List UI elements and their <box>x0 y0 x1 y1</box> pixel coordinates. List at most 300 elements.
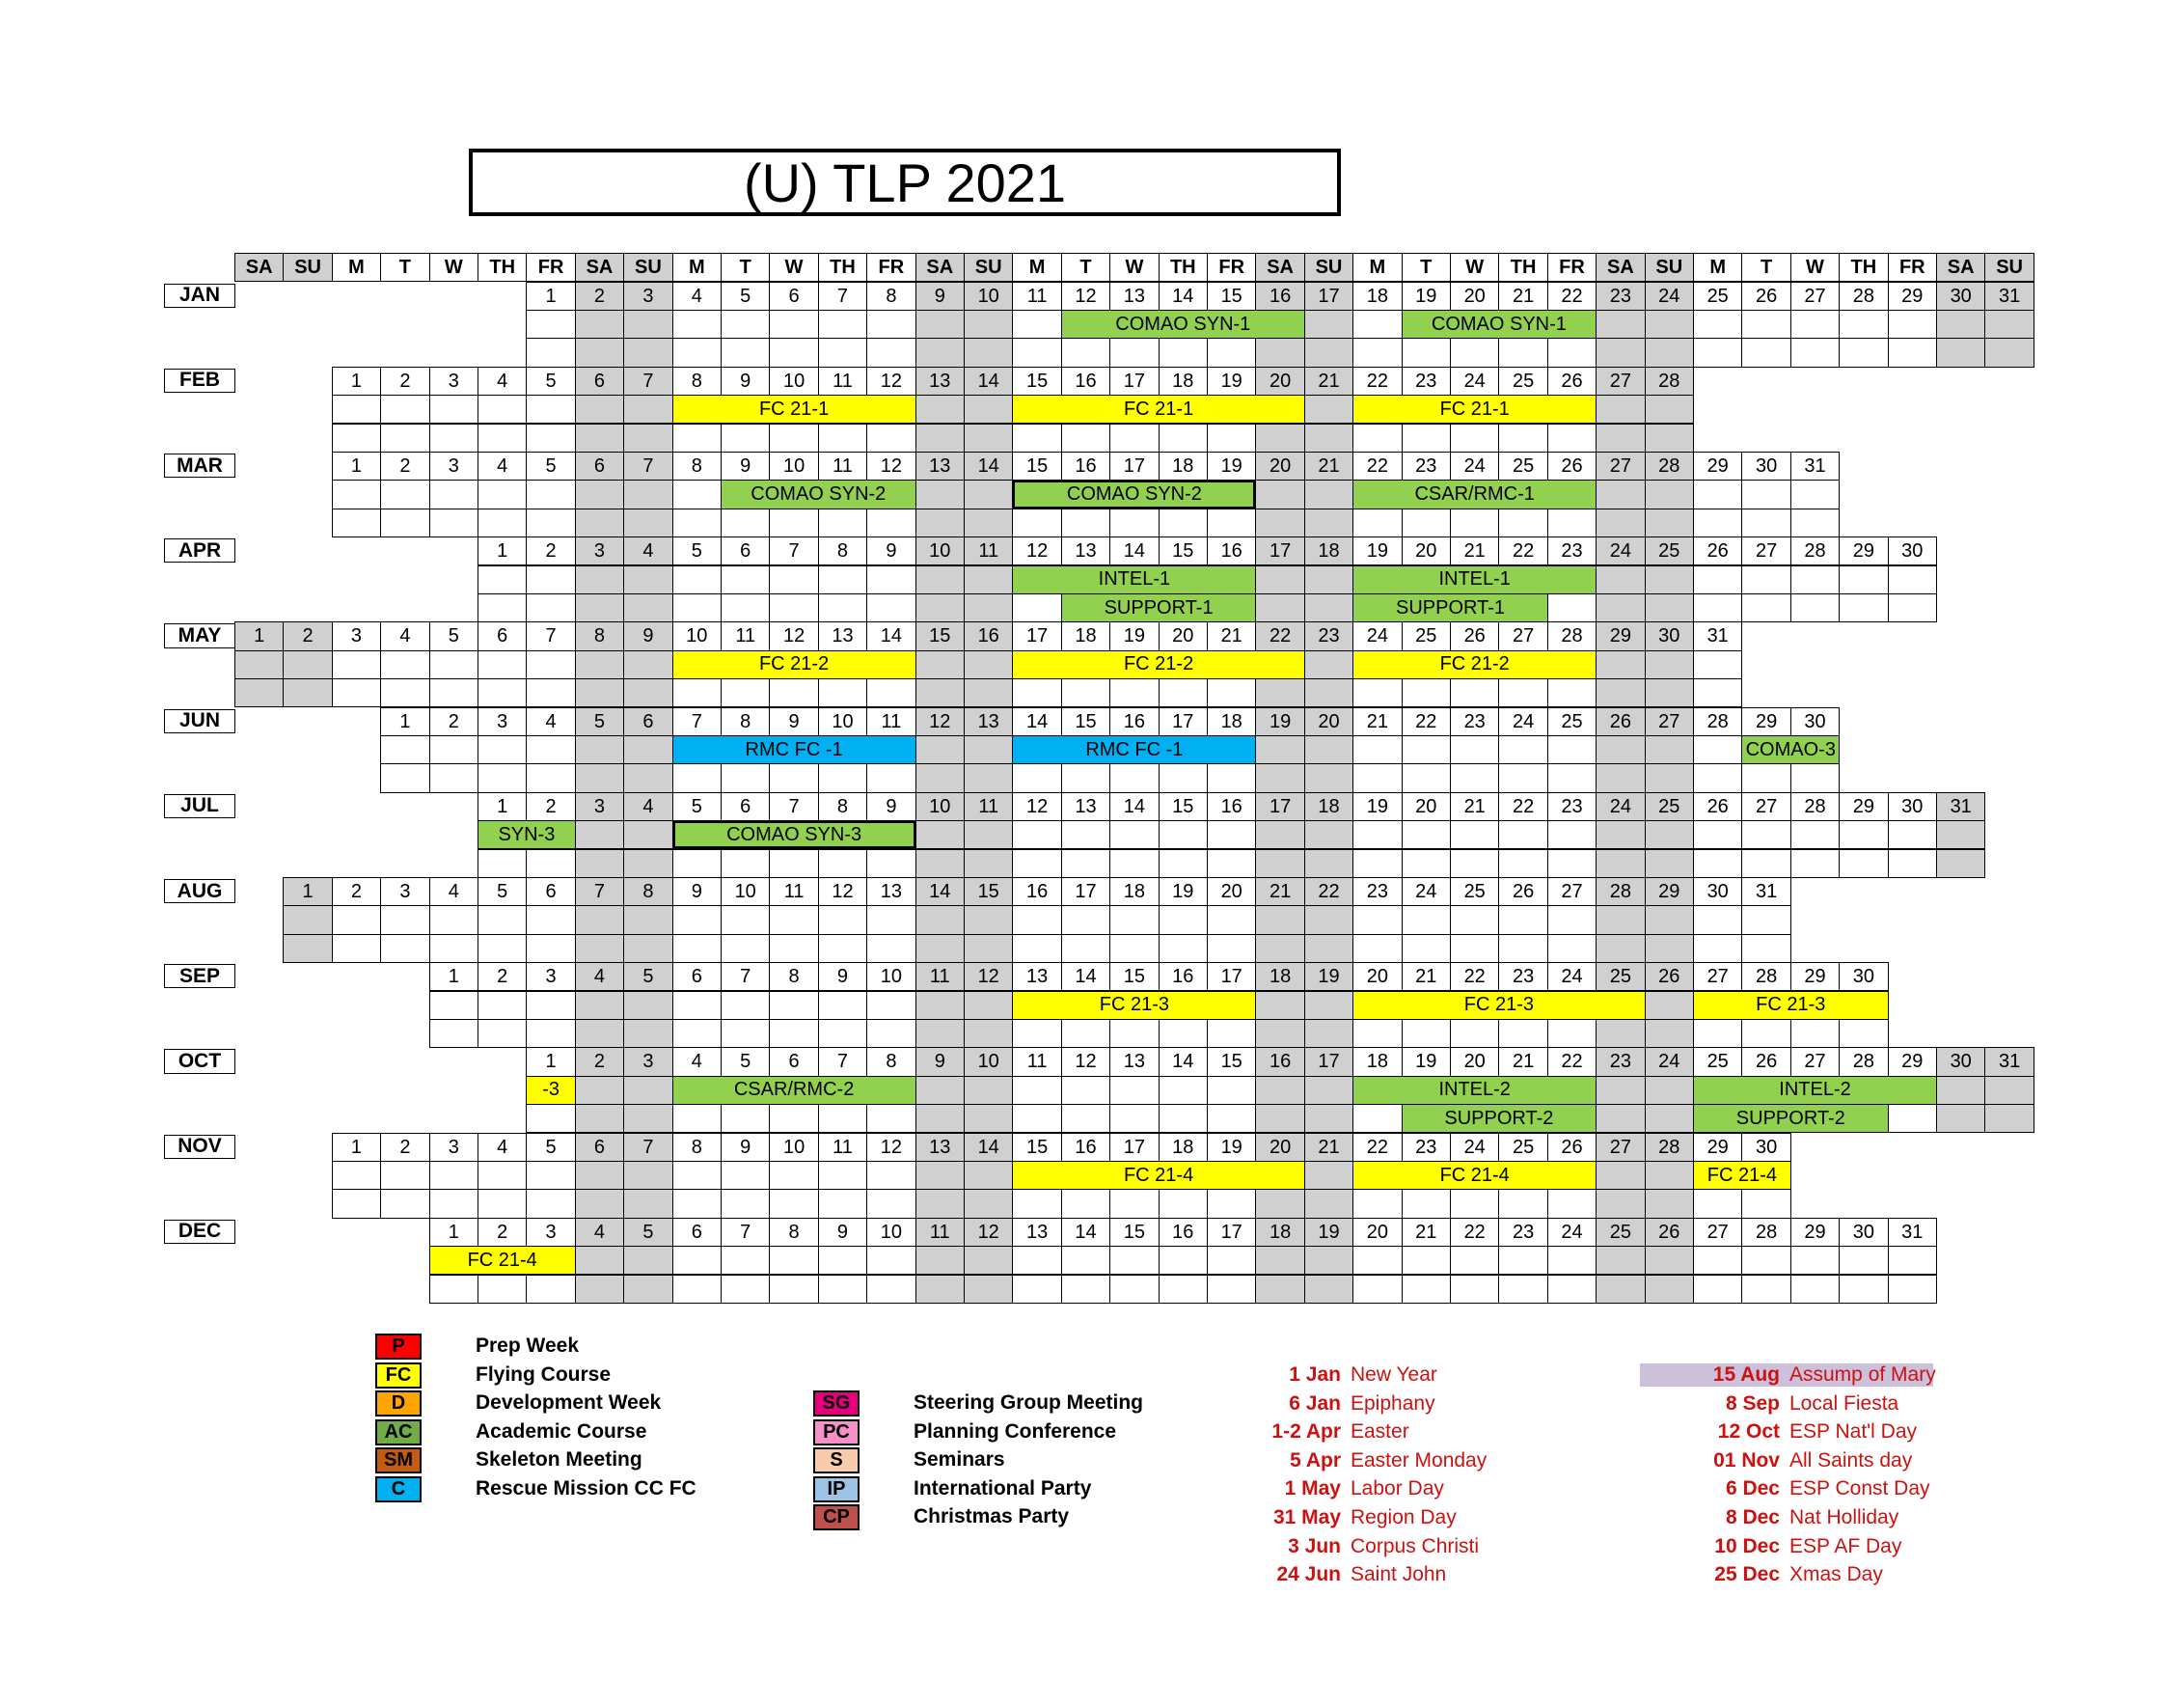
day-cell: 9 <box>915 282 965 311</box>
day-cell: 9 <box>866 792 915 821</box>
day-cell: 21 <box>1304 452 1353 481</box>
schedule-cell <box>818 1161 867 1190</box>
day-cell: 5 <box>526 452 575 481</box>
schedule-cell <box>1402 849 1451 878</box>
schedule-cell <box>623 593 672 622</box>
day-cell: 29 <box>1741 707 1790 736</box>
schedule-cell <box>1255 480 1304 509</box>
schedule-cell <box>575 1275 624 1304</box>
holiday-name: Xmas Day <box>1789 1563 1883 1586</box>
weekday-header: T <box>380 253 429 282</box>
day-cell: 13 <box>1012 962 1061 991</box>
day-cell: 4 <box>478 367 527 396</box>
schedule-cell <box>1109 1104 1159 1133</box>
schedule-cell <box>866 338 915 367</box>
schedule-cell <box>1645 310 1694 339</box>
schedule-cell <box>1061 1275 1110 1304</box>
schedule-cell <box>964 1161 1013 1190</box>
legend-label: Academic Course <box>476 1419 647 1443</box>
day-cell: 25 <box>1498 1133 1547 1162</box>
holiday-date: 12 Oct <box>1717 1420 1780 1444</box>
schedule-cell <box>575 338 624 367</box>
weekday-header: SU <box>623 253 672 282</box>
schedule-cell <box>1596 905 1645 934</box>
event-bar: FC 21-3 <box>1352 991 1645 1020</box>
legend-label: Seminars <box>914 1448 1005 1471</box>
schedule-cell <box>1255 849 1304 878</box>
schedule-cell <box>1645 905 1694 934</box>
day-cell: 12 <box>866 452 915 481</box>
day-cell: 29 <box>1790 1218 1840 1247</box>
day-cell: 29 <box>1888 1047 1937 1076</box>
schedule-cell <box>1109 820 1159 849</box>
schedule-cell <box>526 424 575 453</box>
day-cell: 21 <box>1304 1133 1353 1162</box>
event-bar: FC 21-1 <box>672 395 916 424</box>
schedule-cell <box>1304 735 1353 764</box>
schedule-cell <box>575 509 624 537</box>
schedule-cell <box>1402 763 1451 792</box>
holiday-date: 6 Dec <box>1725 1477 1780 1500</box>
schedule-cell <box>721 424 770 453</box>
schedule-cell <box>1984 1104 2034 1133</box>
day-cell: 3 <box>478 707 527 736</box>
schedule-cell <box>623 1189 672 1218</box>
schedule-cell <box>1984 1076 2034 1105</box>
day-cell: 6 <box>526 877 575 906</box>
day-cell: 3 <box>623 1047 672 1076</box>
schedule-cell <box>1352 509 1402 537</box>
day-cell: 10 <box>769 367 818 396</box>
schedule-cell <box>1061 678 1110 707</box>
schedule-cell <box>1450 934 1499 963</box>
schedule-cell <box>623 1019 672 1048</box>
schedule-cell <box>1596 310 1645 339</box>
schedule-cell <box>526 395 575 424</box>
schedule-cell <box>672 1275 722 1304</box>
weekday-header: SA <box>1255 253 1304 282</box>
day-cell: 1 <box>283 877 332 906</box>
day-cell: 31 <box>1693 621 1742 650</box>
weekday-header: TH <box>1159 253 1208 282</box>
event-bar: FC 21-2 <box>1012 650 1304 679</box>
day-cell: 6 <box>769 1047 818 1076</box>
day-cell: 21 <box>1402 1218 1451 1247</box>
weekday-header: FR <box>1207 253 1256 282</box>
day-cell: 12 <box>1012 537 1061 565</box>
day-cell: 3 <box>526 962 575 991</box>
day-cell: 23 <box>1402 1133 1451 1162</box>
schedule-cell <box>1061 1104 1110 1133</box>
schedule-cell <box>1596 593 1645 622</box>
schedule-cell <box>1790 1246 1840 1275</box>
weekday-header: SA <box>1596 253 1645 282</box>
day-cell: 29 <box>1693 452 1742 481</box>
month-label-nov: NOV <box>164 1135 235 1159</box>
schedule-cell <box>1888 849 1937 878</box>
schedule-cell <box>1645 763 1694 792</box>
schedule-cell <box>1693 593 1742 622</box>
legend-swatch: C <box>375 1476 422 1502</box>
day-cell: 18 <box>1159 452 1208 481</box>
schedule-cell <box>380 509 429 537</box>
event-bar: COMAO-3 <box>1741 735 1840 764</box>
day-cell: 24 <box>1547 962 1597 991</box>
schedule-cell <box>1061 338 1110 367</box>
day-cell: 8 <box>672 452 722 481</box>
legend-label: Skeleton Meeting <box>476 1448 642 1471</box>
schedule-cell <box>1547 338 1597 367</box>
day-cell: 28 <box>1547 621 1597 650</box>
schedule-cell <box>1012 934 1061 963</box>
day-cell: 9 <box>623 621 672 650</box>
schedule-cell <box>1498 509 1547 537</box>
schedule-cell <box>1012 820 1061 849</box>
schedule-cell <box>1888 310 1937 339</box>
schedule-cell <box>964 1275 1013 1304</box>
day-cell: 20 <box>1352 1218 1402 1247</box>
schedule-cell <box>1159 849 1208 878</box>
day-cell: 1 <box>478 792 527 821</box>
schedule-cell <box>964 1246 1013 1275</box>
day-cell: 26 <box>1741 1047 1790 1076</box>
schedule-cell <box>1207 1246 1256 1275</box>
schedule-cell <box>1304 1076 1353 1105</box>
schedule-cell <box>1109 509 1159 537</box>
day-cell: 16 <box>1159 1218 1208 1247</box>
schedule-cell <box>1547 424 1597 453</box>
schedule-cell <box>1255 1076 1304 1105</box>
schedule-cell <box>1352 1104 1402 1133</box>
day-cell: 6 <box>575 452 624 481</box>
weekday-header: SU <box>964 253 1013 282</box>
holiday-date: 24 Jun <box>1276 1563 1341 1586</box>
weekday-header: SA <box>575 253 624 282</box>
schedule-cell <box>866 849 915 878</box>
schedule-cell <box>429 735 478 764</box>
schedule-cell <box>1012 1189 1061 1218</box>
schedule-cell <box>1061 763 1110 792</box>
schedule-cell <box>1693 565 1742 594</box>
schedule-cell <box>623 565 672 594</box>
day-cell: 24 <box>1645 1047 1694 1076</box>
event-bar: FC 21-4 <box>1352 1161 1597 1190</box>
schedule-cell <box>1936 820 1985 849</box>
day-cell: 12 <box>915 707 965 736</box>
schedule-cell <box>1450 1189 1499 1218</box>
schedule-cell <box>721 338 770 367</box>
day-cell: 11 <box>915 1218 965 1247</box>
schedule-cell <box>1352 905 1402 934</box>
schedule-cell <box>769 1275 818 1304</box>
schedule-cell <box>478 1019 527 1048</box>
schedule-cell <box>769 310 818 339</box>
schedule-cell <box>1693 1019 1742 1048</box>
schedule-cell <box>866 905 915 934</box>
legend-label: International Party <box>914 1476 1092 1500</box>
holiday-date: 5 Apr <box>1290 1448 1341 1472</box>
day-cell: 17 <box>1207 962 1256 991</box>
schedule-cell <box>1159 338 1208 367</box>
event-bar: SUPPORT-1 <box>1352 593 1548 622</box>
event-bar: SUPPORT-2 <box>1402 1104 1597 1133</box>
day-cell: 12 <box>866 1133 915 1162</box>
schedule-cell <box>964 735 1013 764</box>
weekday-header: SA <box>234 253 284 282</box>
day-cell: 31 <box>1984 282 2034 311</box>
schedule-cell <box>1304 565 1353 594</box>
schedule-cell <box>769 593 818 622</box>
day-cell: 7 <box>769 537 818 565</box>
schedule-cell <box>1012 849 1061 878</box>
day-cell: 12 <box>1012 792 1061 821</box>
day-cell: 25 <box>1693 282 1742 311</box>
schedule-cell <box>721 934 770 963</box>
schedule-cell <box>1255 1104 1304 1133</box>
schedule-cell <box>1159 424 1208 453</box>
day-cell: 8 <box>818 792 867 821</box>
day-cell: 15 <box>915 621 965 650</box>
schedule-cell <box>1255 735 1304 764</box>
schedule-cell <box>1352 763 1402 792</box>
schedule-cell <box>478 395 527 424</box>
schedule-cell <box>915 565 965 594</box>
day-cell: 18 <box>1255 1218 1304 1247</box>
month-label-jun: JUN <box>164 709 235 733</box>
day-cell: 2 <box>380 367 429 396</box>
schedule-cell <box>1888 1104 1937 1133</box>
legend-swatch: CP <box>813 1504 860 1530</box>
day-cell: 4 <box>672 1047 722 1076</box>
schedule-cell <box>1304 1189 1353 1218</box>
schedule-cell <box>915 1275 965 1304</box>
schedule-cell <box>672 1104 722 1133</box>
holiday-entry <box>1640 1392 1898 1416</box>
schedule-cell <box>575 1104 624 1133</box>
day-cell: 19 <box>1352 537 1402 565</box>
schedule-cell <box>1741 1246 1790 1275</box>
day-cell: 1 <box>332 367 381 396</box>
schedule-cell <box>1645 991 1694 1020</box>
day-cell: 14 <box>1109 537 1159 565</box>
schedule-cell <box>915 820 965 849</box>
schedule-cell <box>1061 1189 1110 1218</box>
schedule-cell <box>1061 1076 1110 1105</box>
schedule-cell <box>721 1161 770 1190</box>
schedule-cell <box>1402 820 1451 849</box>
day-cell: 28 <box>1790 537 1840 565</box>
schedule-cell <box>1255 338 1304 367</box>
day-cell: 4 <box>672 282 722 311</box>
schedule-cell <box>1839 849 1888 878</box>
day-cell: 14 <box>964 1133 1013 1162</box>
day-cell: 11 <box>1012 282 1061 311</box>
holiday-name: Corpus Christi <box>1351 1534 1480 1557</box>
day-cell: 22 <box>1352 452 1402 481</box>
schedule-cell <box>575 1019 624 1048</box>
holiday-entry <box>1640 1420 1917 1444</box>
day-cell: 28 <box>1596 877 1645 906</box>
day-cell: 17 <box>1109 452 1159 481</box>
day-cell: 13 <box>1109 282 1159 311</box>
schedule-cell <box>1304 934 1353 963</box>
schedule-cell <box>575 1189 624 1218</box>
schedule-cell <box>1255 934 1304 963</box>
schedule-cell <box>526 735 575 764</box>
day-cell: 7 <box>672 707 722 736</box>
day-cell: 9 <box>721 367 770 396</box>
schedule-cell <box>1304 991 1353 1020</box>
day-cell: 27 <box>1741 792 1790 821</box>
day-cell: 24 <box>1450 367 1499 396</box>
schedule-cell <box>1159 1076 1208 1105</box>
day-cell: 16 <box>1207 792 1256 821</box>
weekday-header: T <box>1061 253 1110 282</box>
day-cell: 15 <box>1207 282 1256 311</box>
schedule-cell <box>866 1189 915 1218</box>
schedule-cell <box>526 1104 575 1133</box>
schedule-cell <box>1693 480 1742 509</box>
schedule-cell <box>1741 565 1790 594</box>
weekday-header: W <box>1109 253 1159 282</box>
legend-label: Steering Group Meeting <box>914 1391 1144 1414</box>
schedule-cell <box>1936 310 1985 339</box>
schedule-cell <box>526 1189 575 1218</box>
month-label-aug: AUG <box>164 879 235 903</box>
schedule-cell <box>575 934 624 963</box>
event-bar: FC 21-4 <box>1012 1161 1304 1190</box>
schedule-cell <box>429 678 478 707</box>
schedule-cell <box>1936 1076 1985 1105</box>
schedule-cell <box>1693 1275 1742 1304</box>
schedule-cell <box>429 991 478 1020</box>
schedule-cell <box>526 338 575 367</box>
schedule-cell <box>1790 763 1840 792</box>
holiday-name: Nat Holliday <box>1789 1506 1899 1528</box>
schedule-cell <box>866 424 915 453</box>
schedule-cell <box>915 310 965 339</box>
holiday-date: 8 Dec <box>1725 1506 1780 1528</box>
schedule-cell <box>1304 480 1353 509</box>
day-cell: 21 <box>1450 537 1499 565</box>
schedule-cell <box>332 395 381 424</box>
day-cell: 22 <box>1402 707 1451 736</box>
schedule-cell <box>478 480 527 509</box>
day-cell: 19 <box>1255 707 1304 736</box>
day-cell: 7 <box>526 621 575 650</box>
schedule-cell <box>526 1019 575 1048</box>
schedule-cell <box>915 1019 965 1048</box>
day-cell: 30 <box>1936 1047 1985 1076</box>
schedule-cell <box>380 934 429 963</box>
day-cell: 23 <box>1402 452 1451 481</box>
schedule-cell <box>769 1189 818 1218</box>
day-cell: 27 <box>1790 282 1840 311</box>
day-cell: 3 <box>380 877 429 906</box>
schedule-cell <box>915 338 965 367</box>
schedule-cell <box>769 934 818 963</box>
day-cell: 12 <box>1061 282 1110 311</box>
schedule-cell <box>1012 338 1061 367</box>
weekday-header: SU <box>1645 253 1694 282</box>
schedule-cell <box>1304 678 1353 707</box>
event-bar: FC 21-2 <box>672 650 916 679</box>
day-cell: 18 <box>1304 792 1353 821</box>
schedule-cell <box>1645 1076 1694 1105</box>
schedule-cell <box>1645 820 1694 849</box>
day-cell: 20 <box>1402 537 1451 565</box>
day-cell: 6 <box>721 792 770 821</box>
schedule-cell <box>1304 593 1353 622</box>
schedule-cell <box>1159 1246 1208 1275</box>
day-cell: 26 <box>1693 537 1742 565</box>
schedule-cell <box>866 1246 915 1275</box>
schedule-cell <box>721 593 770 622</box>
schedule-cell <box>1255 509 1304 537</box>
schedule-cell <box>672 509 722 537</box>
schedule-cell <box>1207 1189 1256 1218</box>
schedule-cell <box>1159 820 1208 849</box>
schedule-cell <box>1159 1189 1208 1218</box>
schedule-cell <box>721 1275 770 1304</box>
schedule-cell <box>1645 480 1694 509</box>
schedule-cell <box>332 650 381 679</box>
day-cell: 22 <box>1450 962 1499 991</box>
day-cell: 15 <box>964 877 1013 906</box>
schedule-cell <box>478 905 527 934</box>
schedule-cell <box>1012 593 1061 622</box>
day-cell: 1 <box>332 452 381 481</box>
holiday-name: Saint John <box>1351 1563 1447 1586</box>
legend-swatch: SG <box>813 1390 860 1417</box>
schedule-cell <box>915 735 965 764</box>
schedule-cell <box>1693 1246 1742 1275</box>
schedule-cell <box>866 1161 915 1190</box>
day-cell: 24 <box>1547 1218 1597 1247</box>
schedule-cell <box>1498 1246 1547 1275</box>
day-cell: 13 <box>964 707 1013 736</box>
schedule-cell <box>721 509 770 537</box>
schedule-cell <box>575 991 624 1020</box>
day-cell: 26 <box>1596 707 1645 736</box>
day-cell: 9 <box>672 877 722 906</box>
day-cell: 14 <box>915 877 965 906</box>
schedule-cell <box>332 934 381 963</box>
day-cell: 12 <box>769 621 818 650</box>
month-label-oct: OCT <box>164 1049 235 1073</box>
day-cell: 21 <box>1304 367 1353 396</box>
holiday-name: Region Day <box>1351 1506 1457 1528</box>
schedule-cell <box>478 1275 527 1304</box>
day-cell: 26 <box>1498 877 1547 906</box>
schedule-cell <box>1402 905 1451 934</box>
day-cell: 20 <box>1402 792 1451 821</box>
schedule-cell <box>915 905 965 934</box>
day-cell: 26 <box>1547 452 1597 481</box>
schedule-cell <box>380 678 429 707</box>
schedule-cell <box>1888 593 1937 622</box>
schedule-cell <box>1645 650 1694 679</box>
schedule-cell <box>429 424 478 453</box>
schedule-cell <box>1304 310 1353 339</box>
month-label-feb: FEB <box>164 369 235 393</box>
schedule-cell <box>380 763 429 792</box>
schedule-cell <box>1352 678 1402 707</box>
schedule-cell <box>1450 1246 1499 1275</box>
schedule-cell <box>1645 565 1694 594</box>
day-cell: 27 <box>1596 1133 1645 1162</box>
schedule-cell <box>1741 934 1790 963</box>
